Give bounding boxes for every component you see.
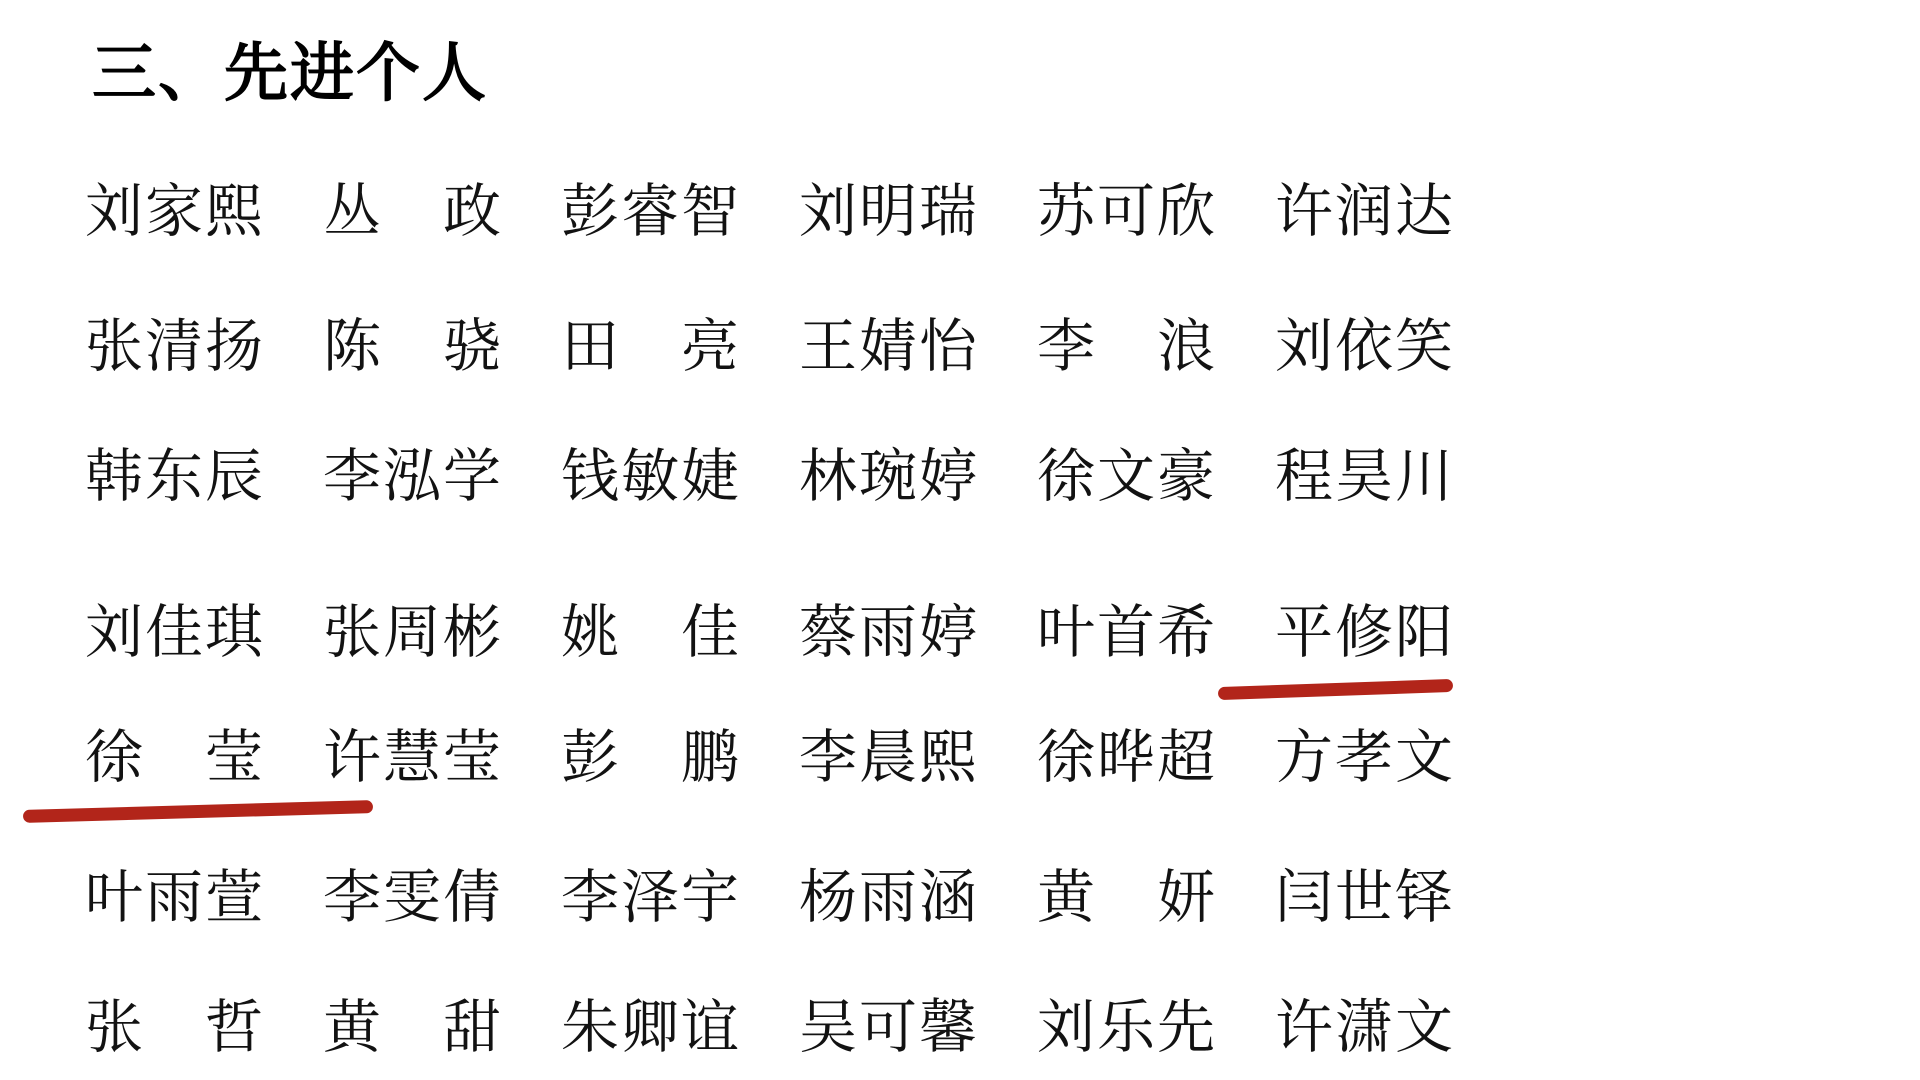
red-underline — [23, 800, 373, 823]
person-name: 李 泽 宇 — [561, 865, 739, 930]
red-underline — [1218, 679, 1453, 700]
person-name: 张 清 扬 — [85, 314, 263, 379]
person-name: 林 琬 婷 — [799, 444, 977, 509]
person-name: 朱 卿 谊 — [561, 995, 739, 1060]
person-name: 程 昊 川 — [1275, 444, 1453, 509]
person-name: 蔡 雨 婷 — [799, 600, 977, 665]
name-row — [85, 865, 1453, 931]
person-name: 杨 雨 涵 — [799, 865, 977, 930]
person-name: 张 周 彬 — [323, 600, 501, 665]
person-name: 钱 敏 婕 — [561, 444, 739, 509]
name-row — [85, 725, 1453, 791]
person-name: 姚 佳 — [561, 600, 739, 665]
person-name: 徐 晔 超 — [1037, 725, 1215, 790]
person-name: 吴 可 馨 — [799, 995, 977, 1060]
person-name: 刘 家 熙 — [85, 179, 263, 244]
name-row — [85, 600, 1453, 666]
person-name: 李 泓 学 — [323, 444, 501, 509]
person-name: 许 润 达 — [1275, 179, 1453, 244]
person-name: 黄 妍 — [1037, 865, 1215, 930]
person-name: 张 哲 — [85, 995, 263, 1060]
name-row — [85, 995, 1453, 1061]
person-name: 刘 佳 琪 — [85, 600, 263, 665]
person-name: 闫 世 铎 — [1275, 865, 1453, 930]
person-name: 刘 明 瑞 — [799, 179, 977, 244]
person-name: 徐 文 豪 — [1037, 444, 1215, 509]
person-name: 许 慧 莹 — [323, 725, 501, 790]
person-name: 徐 莹 — [85, 725, 263, 791]
person-name: 刘 依 笑 — [1275, 314, 1453, 379]
person-name: 叶 首 希 — [1037, 600, 1215, 665]
person-name: 许 潇 文 — [1275, 995, 1453, 1060]
section-heading: 三、先进个人 — [92, 37, 488, 109]
name-row — [85, 444, 1453, 510]
person-name: 平 修 阳 — [1275, 600, 1453, 666]
person-name: 黄 甜 — [323, 995, 501, 1060]
person-name: 彭 鹏 — [561, 725, 739, 790]
name-row — [85, 179, 1453, 245]
person-name: 韩 东 辰 — [85, 444, 263, 509]
person-name: 王 婧 怡 — [799, 314, 977, 379]
person-name: 苏 可 欣 — [1037, 179, 1215, 244]
name-row — [85, 314, 1453, 380]
person-name: 叶 雨 萱 — [85, 865, 263, 930]
person-name: 彭 睿 智 — [561, 179, 739, 244]
person-name: 刘 乐 先 — [1037, 995, 1215, 1060]
person-name: 丛 政 — [323, 179, 501, 244]
person-name: 李 晨 熙 — [799, 725, 977, 790]
person-name: 田 亮 — [561, 314, 739, 379]
person-name: 方 孝 文 — [1275, 725, 1453, 790]
person-name: 李 雯 倩 — [323, 865, 501, 930]
person-name: 李 浪 — [1037, 314, 1215, 379]
person-name: 陈 骁 — [323, 314, 501, 379]
